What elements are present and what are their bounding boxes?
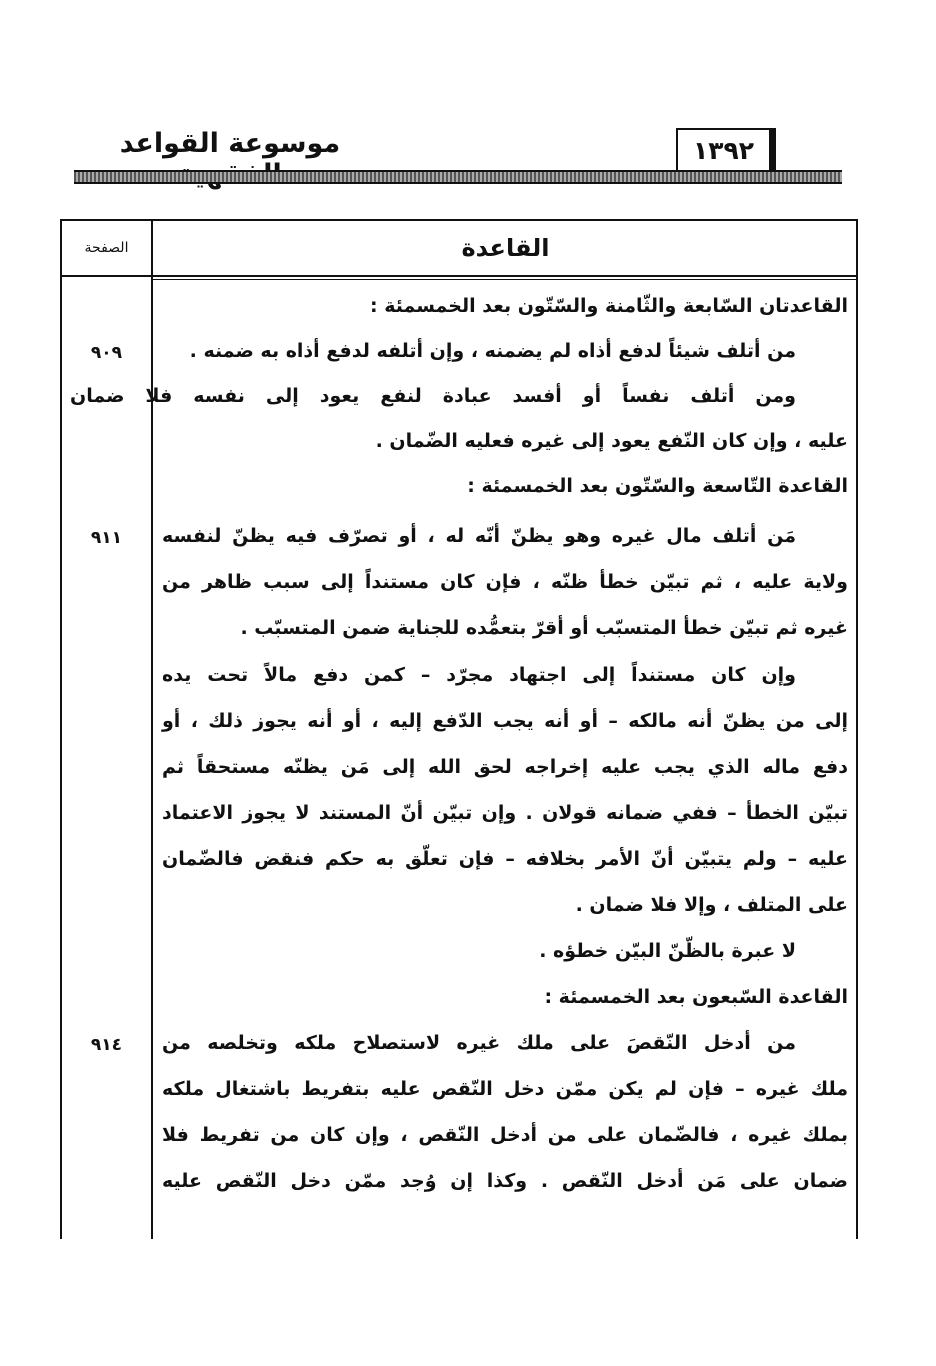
header-rule (74, 170, 842, 184)
column-header-rule: القاعدة (461, 234, 550, 262)
header-title: موسوعة القواعد (119, 128, 341, 159)
text-line: من أدخل النّقصَ على ملك غيره لاستصلاح ملكه وتخلصه من (162, 1032, 796, 1054)
text-line: بملك غيره ، فالضّمان على من أدخل النّقص ، وإن كان من تفريط فلا (162, 1124, 848, 1146)
column-divider (151, 221, 153, 1239)
text-line: غيره ثم تبيّن خطأ المتسبّب أو أقرّ بتعمُّده للجناية ضمن المتسبّب . (240, 617, 848, 639)
page-ref: ٩٠٩ (90, 343, 123, 363)
maxim-line: لا عبرة بالظّنّ البيّن خطؤه . (539, 940, 796, 962)
text-line: عليه – ولم يتبيّن أنّ الأمر بخلافه – فإن تعلّق به حكم فنقض فالضّمان (162, 848, 848, 870)
rule-heading-567-568: القاعدتان السّابعة والثّامنة والسّتّون بعد الخمسمئة : (369, 295, 848, 317)
text-line: وإن كان مستنداً إلى اجتهاد مجرّد – كمن دفع مالاً تحت يده (162, 664, 796, 686)
header-divider (62, 275, 856, 277)
text-line: ملك غيره – فإن لم يكن ممّن دخل النّقص عليه بتفريط باشتغال ملكه (162, 1078, 848, 1100)
page-ref: ٩١٤ (90, 1035, 123, 1055)
text-line: ومن أتلف نفساً أو أفسد عبادة لنفع يعود إلى نفسه فلا ضمان (70, 385, 796, 407)
page-number: ١٣٩٢ (676, 128, 776, 170)
text-line: عليه ، وإن كان النّفع يعود إلى غيره فعليه الضّمان . (375, 430, 848, 452)
rule-heading-569: القاعدة التّاسعة والسّتّون بعد الخمسمئة : (467, 475, 848, 497)
text-line: على المتلف ، وإلا فلا ضمان . (575, 894, 848, 916)
text-line: ضمان على مَن أدخل النّقص . وكذا إن وُجد ممّن دخل النّقص عليه (162, 1170, 848, 1192)
text-line: مَن أتلف مال غيره وهو يظنّ أنّه له ، أو تصرّف فيه يظنّ لنفسه (162, 525, 796, 547)
text-line: من أتلف شيئاً لدفع أذاه لم يضمنه ، وإن أتلفه لدفع أذاه به ضمنه . (189, 340, 796, 362)
rule-heading-570: القاعدة السّبعون بعد الخمسمئة : (544, 986, 848, 1008)
column-header-page: الصفحة (84, 240, 129, 256)
text-line: ولاية عليه ، ثم تبيّن خطأ ظنّه ، فإن كان مستنداً إلى سبب ظاهر من (162, 571, 848, 593)
text-line: تبيّن الخطأ – ففي ضمانه قولان . وإن تبيّن أنّ المستند لا يجوز الاعتماد (162, 802, 848, 824)
text-line: دفع ماله الذي يجب عليه إخراجه لحق الله إلى مَن يظنّه مستحقاً ثم (162, 756, 848, 778)
text-line: إلى من يظنّ أنه مالكه – أو أنه يجب الدّفع إليه ، أو أنه يجوز ذلك ، أو (162, 710, 848, 732)
rules-table (60, 219, 858, 1239)
header-divider-secondary (153, 279, 858, 280)
page-ref: ٩١١ (90, 528, 123, 548)
